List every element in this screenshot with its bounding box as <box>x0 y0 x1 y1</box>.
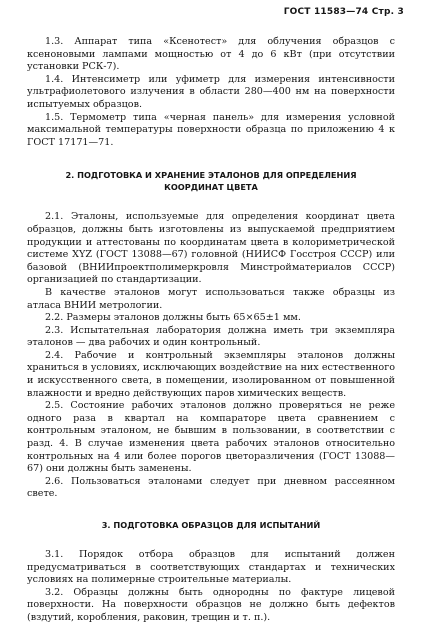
paragraph-3-1: 3.1. Порядок отбора образцов для испытаний должен предусматриваться в соответствующих стандартах и технических условиях на полимерные строительные материалы. <box>27 549 395 586</box>
document-body <box>27 36 395 625</box>
paragraph-3-2: 3.2. Образцы должны быть однородны по фактуре лицевой поверхности. На поверхности образцов не должно быть дефектов (вздутий, коробления, раковин, трещин и т. п.). <box>27 586 395 623</box>
paragraph-2-5: 2.5. Состояние рабочих эталонов должно проверяться не реже одного раза в квартал на компараторе цвета сравнением с контрольным эталоном, не бывшим в пользовании, в соответствии с разд. 4. В случае изменения цвета рабочих эталонов относительно контрольных на 4 или более порогов цветоразличения (ГОСТ 13088—67) они должны быть заменены. <box>27 400 395 475</box>
paragraph-2-1-continued: В качестве эталонов могут использоваться также образцы из атласа ВНИИ метрологии. <box>27 286 395 311</box>
paragraph-2-3: 2.3. Испытательная лаборатория должна иметь три экземпляра эталонов — два рабочих и один контрольный. <box>27 324 395 349</box>
paragraph-1-3: 1.3. Аппарат типа «Ксенотест» для облучения образцов с ксеноновыми лампами мощностью от 4 до 6 кВт (при отсутствии установки РСК-7). <box>27 36 395 73</box>
page-header: ГОСТ 11583—74 Стр. 3 <box>283 7 404 17</box>
paragraph-2-6: 2.6. Пользоваться эталонами следует при дневном рассеянном свете. <box>27 475 395 500</box>
paragraph-2-4: 2.4. Рабочие и контрольный экземпляры эталонов должны храниться в условиях, исключающих воздействие на них естественного и искусственного света, в помещении, изолированном от повышенной влажности и вредно действующих паров химических веществ. <box>27 349 395 399</box>
section-3-heading: 3. ПОДГОТОВКА ОБРАЗЦОВ ДЛЯ ИСПЫТАНИЙ <box>101 520 321 530</box>
paragraph-2-2: 2.2. Размеры эталонов должны быть 65×65±1 мм. <box>45 312 301 324</box>
section-2-heading: 2. ПОДГОТОВКА И ХРАНЕНИЕ ЭТАЛОНОВ ДЛЯ ОПРЕДЕЛЕНИЯ КООРДИНАТ ЦВЕТА <box>65 170 357 193</box>
paragraph-2-1: 2.1. Эталоны, используемые для определения координат цвета образцов, должны быть изготовлены из выпускаемой предприятием продукции и аттестованы по координатам цвета в колориметрической системе XYZ (ГОСТ 13088—67) головной (НИИСФ Госстроя СССР) или базовой (ВНИИпроектполимеркровля Минстройматериалов СССР) организацией по стандартизации. <box>27 211 395 286</box>
paragraph-1-5: 1.5. Термометр типа «черная панель» для измерения условной максимальной температуры поверхности образца по приложению 4 к ГОСТ 17171—71. <box>27 111 395 148</box>
paragraph-1-4: 1.4. Интенсиметр или уфиметр для измерения интенсивности ультрафиолетового излучения в области 280—400 нм на поверхности испытуемых образцов. <box>27 73 395 110</box>
